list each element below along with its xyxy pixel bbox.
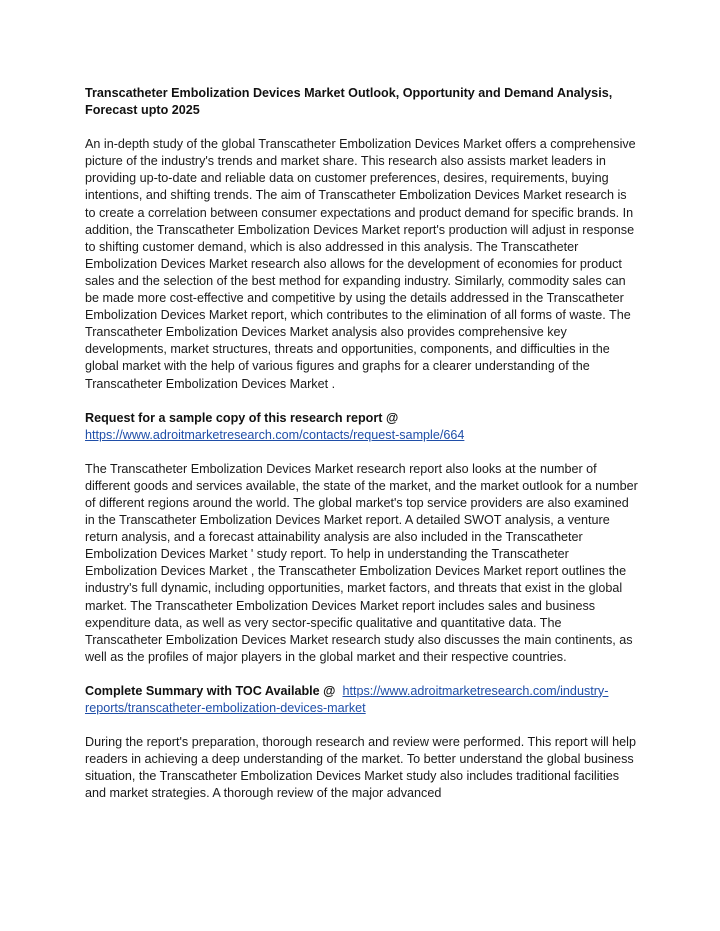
intro-paragraph: An in-depth study of the global Transcatheter Embolization Devices Market offers a comprehensive picture of the industry's trends and market share. This research also assists market leaders in providing up-to-date and reliable data on customer preferences, desires, requirements, buying intentions, and shifting trends. The aim of Transcatheter Embolization Devices Market research is to create a correlation between consumer expectations and product demand for specific brands. In addition, the Transcatheter Embolization Devices Market report's production will adjust in response to shifting customer demand, which is also addressed in this analysis. The Transcatheter Embolization Devices Market research also allows for the development of economies for product sales and the selection of the best method for expanding industry. Similarly, commodity sales can be made more cost-effective and competitive by using the details addressed in the Transcatheter Embolization Devices Market report, which contributes to the elimination of all forms of waste. The Transcatheter Embolization Devices Market analysis also provides comprehensive key developments, market structures, threats and opportunities, components, and difficulties in the global market with the help of various figures and graphs for a clearer understanding of the Transcatheter Embolization Devices Market . (85, 137, 636, 391)
preparation-paragraph: During the report's preparation, thorough research and review were performed. This report will help readers in achieving a deep understanding of the market. To better understand the global business situation, the Transcatheter Embolization Devices Market study also includes traditional facilities and market strategies. A thorough review of the major advanced (85, 735, 636, 801)
toc-section (85, 683, 640, 717)
document-page (85, 85, 640, 819)
toc-link[interactable]: https://www.adroitmarketresearch.com/industry-reports/transcatheter-embolization-devices-market (85, 683, 609, 715)
document-title: Transcatheter Embolization Devices Market Outlook, Opportunity and Demand Analysis, Forecast upto 2025 (85, 86, 613, 118)
sample-request-section (85, 410, 640, 444)
sample-request-label: Request for a sample copy of this research report @ (85, 410, 399, 425)
report-details-paragraph: The Transcatheter Embolization Devices Market research report also looks at the number of different goods and services available, the state of the market, and the market outlook for a number of different regions around the world. The global market's top service providers are also examined in the Transcatheter Embolization Devices Market report. A detailed SWOT analysis, a venture return analysis, and a forecast attainability analysis are also included in the Transcatheter Embolization Devices Market ' study report. To help in understanding the Transcatheter Embolization Devices Market , the Transcatheter Embolization Devices Market report outlines the industry's full dynamic, including opportunities, market factors, and threats that exist in the global market. The Transcatheter Embolization Devices Market report includes sales and business expenditure data, as well as very sector-specific qualitative and quantitative data. The Transcatheter Embolization Devices Market research study also discusses the main continents, as well as the profiles of major players in the global market and their respective countries. (85, 461, 638, 664)
toc-label: Complete Summary with TOC Available @ (85, 683, 336, 698)
sample-request-link[interactable]: https://www.adroitmarketresearch.com/contacts/request-sample/664 (85, 427, 465, 442)
